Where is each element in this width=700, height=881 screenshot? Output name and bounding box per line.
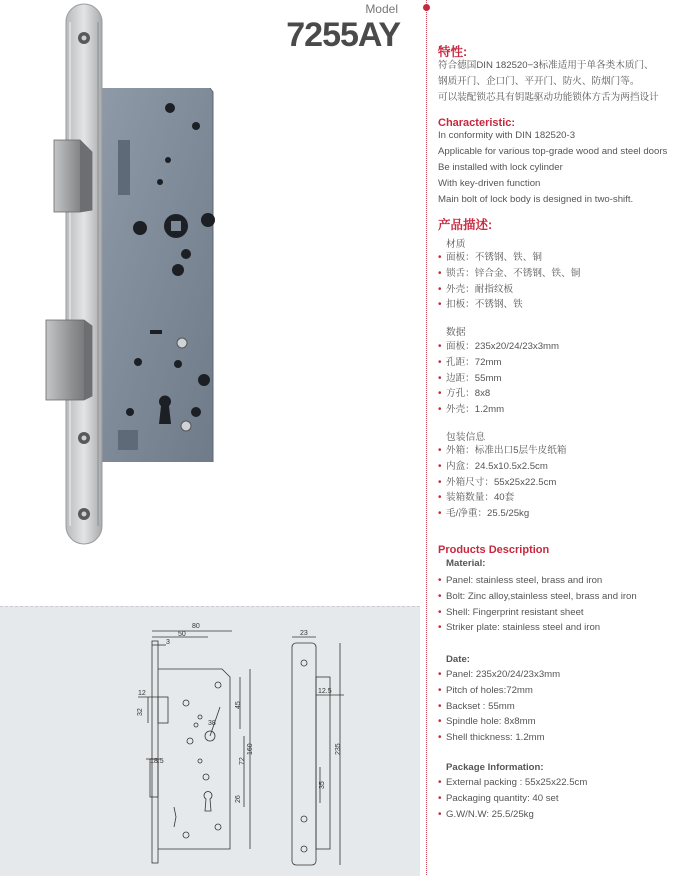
- data-cn-list: [438, 339, 559, 418]
- package-en-title: Package Information:: [446, 762, 544, 773]
- list-item: • External packing : 55x25x22.5cm: [438, 775, 587, 791]
- list-item: • 面板：不锈钢、铁、铜: [438, 250, 580, 266]
- data-cn-title: 数据: [446, 327, 466, 338]
- vertical-divider: [426, 0, 427, 875]
- dim-12-5: 12.5: [318, 688, 332, 695]
- list-item: • Striker plate: stainless steel and iron: [438, 620, 637, 636]
- material-cn-title: 材质: [446, 239, 466, 250]
- characteristic-line-1: In conformity with DIN 182520-3: [438, 130, 576, 141]
- list-item: • G.W/N.W: 25.5/25kg: [438, 807, 587, 823]
- technical-drawing: [0, 607, 420, 876]
- product-photo-area: [0, 0, 420, 606]
- lock-photo: [0, 0, 420, 606]
- dim-18-5: 18.5: [150, 758, 164, 765]
- list-item: • Backset : 55mm: [438, 699, 560, 715]
- material-en-title: Material:: [446, 558, 486, 569]
- characteristic-line-2: Applicable for various top-grade wood and steel doors: [438, 146, 668, 157]
- data-en-list: [438, 667, 560, 746]
- list-item: • 边距：55mm: [438, 371, 559, 387]
- list-item: • 内盒：24.5x10.5x2.5cm: [438, 459, 566, 475]
- characteristic-line-5: Main bolt of lock body is designed in two-shift.: [438, 194, 634, 205]
- list-item: • Shell thickness: 1.2mm: [438, 730, 560, 746]
- features-cn-line-2: 钢质开门、企口门、平开门、防火、防烟门等。: [438, 76, 640, 87]
- list-item: • 外箱尺寸：55x25x22.5cm: [438, 475, 566, 491]
- technical-drawing-area: [0, 606, 420, 876]
- list-item: • Pitch of holes:72mm: [438, 683, 560, 699]
- features-cn-title: 特性:: [438, 45, 468, 59]
- list-item: • Panel: stainless steel, brass and iron: [438, 573, 637, 589]
- list-item: • 锁舌：锌合金、不锈钢、铁、铜: [438, 266, 580, 282]
- material-cn-list: [438, 250, 580, 313]
- dim-50: 50: [178, 631, 186, 638]
- dim-235: 235: [335, 743, 342, 755]
- dim-35: 35: [319, 781, 326, 789]
- dim-3: 3: [166, 639, 170, 646]
- list-item: • 外壳：耐指纹板: [438, 282, 580, 298]
- list-item: • Shell: Fingerprint resistant sheet: [438, 605, 637, 621]
- dim-80: 80: [192, 623, 200, 630]
- dim-23: 23: [300, 630, 308, 637]
- list-item: • 装箱数量：40套: [438, 490, 566, 506]
- dim-72: 72: [239, 757, 246, 765]
- package-en-list: [438, 775, 587, 822]
- dim-38: 38: [208, 720, 216, 727]
- dim-12: 12: [138, 690, 146, 697]
- model-label: Model: [365, 2, 398, 16]
- model-number: 7255AY: [286, 16, 400, 54]
- list-item: • Panel: 235x20/24/23x3mm: [438, 667, 560, 683]
- list-item: • 孔距：72mm: [438, 355, 559, 371]
- characteristic-title: Characteristic:: [438, 117, 516, 129]
- material-en-list: [438, 573, 637, 636]
- list-item: • 方孔：8x8: [438, 386, 559, 402]
- dim-26: 26: [235, 795, 242, 803]
- list-item: • Spindle hole: 8x8mm: [438, 714, 560, 730]
- dim-160: 160: [247, 743, 254, 755]
- package-cn-title: 包装信息: [446, 432, 486, 443]
- dim-45: 45: [235, 701, 242, 709]
- list-item: • Bolt: Zinc alloy,stainless steel, brass and iron: [438, 589, 637, 605]
- list-item: • 面板：235x20/24/23x3mm: [438, 339, 559, 355]
- dim-32: 32: [137, 708, 144, 716]
- features-cn-line-1: 符合德国DIN 182520−3标准适用于单各类木质门、: [438, 60, 654, 71]
- characteristic-line-3: Be installed with lock cylinder: [438, 162, 563, 173]
- list-item: • 外壳：1.2mm: [438, 402, 559, 418]
- data-en-title: Date:: [446, 654, 470, 665]
- list-item: • Packaging quantity: 40 set: [438, 791, 587, 807]
- package-cn-list: [438, 443, 566, 522]
- product-cn-title: 产品描述:: [438, 218, 493, 232]
- list-item: • 外箱：标准出口5层牛皮纸箱: [438, 443, 566, 459]
- characteristic-line-4: With key-driven function: [438, 178, 541, 189]
- features-cn-line-3: 可以装配锁芯具有钥匙驱动功能锁体方舌为两挡设计: [438, 92, 659, 103]
- divider-dot: [423, 4, 430, 11]
- product-en-title: Products Description: [438, 544, 550, 556]
- list-item: • 扣板：不锈钢、铁: [438, 297, 580, 313]
- list-item: • 毛/净重：25.5/25kg: [438, 506, 566, 522]
